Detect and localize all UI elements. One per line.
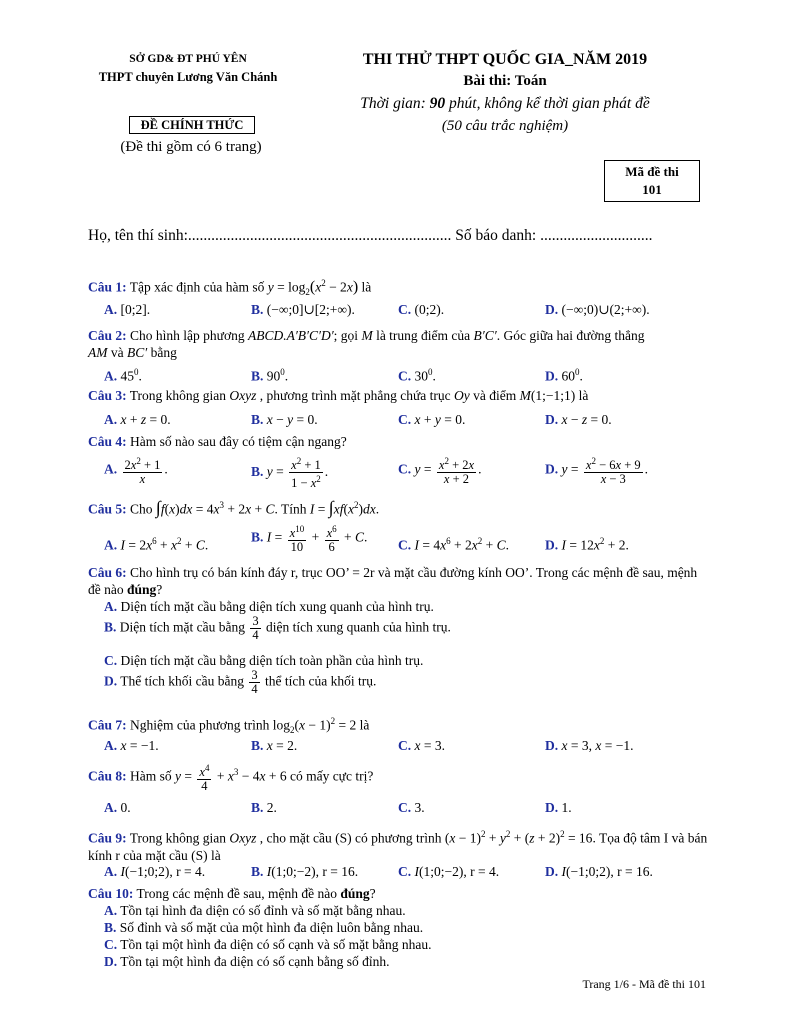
school-name: THPT chuyên Lương Văn Chánh	[98, 70, 278, 84]
q4-option-d[interactable]: D. y = $\frac{x^2 - 6x + 9}{x - 3}$ .	[545, 456, 648, 487]
q4-option-c[interactable]: C. y = $\frac{x^2 + 2x}{x + 2}$ .	[398, 456, 482, 487]
q3-option-b[interactable]: B. x − y = 0.	[251, 412, 318, 427]
q1-option-a[interactable]: A. [0;2].	[104, 302, 151, 317]
question-1: Câu 1: Tập xác định của hàm số $y = \log_2(x^2 - 2x)$ là	[88, 278, 372, 298]
q4-option-a[interactable]: A. $\frac{2x^2 + 1}{x}$ .	[104, 456, 168, 487]
question-4: Câu 4: Hàm số nào sau đây có tiệm cận ngang?	[88, 434, 347, 449]
q1-option-b[interactable]: B. (−∞;0]∪[2;+∞).	[251, 302, 355, 317]
q1-option-c[interactable]: C. (0;2).	[398, 302, 445, 317]
q7-option-d[interactable]: D. x = 3, x = −1.	[545, 738, 634, 753]
exam-code-value: 101	[642, 182, 662, 197]
department-name: SỞ GD& ĐT PHÚ YÊN	[129, 53, 247, 65]
q6-option-a[interactable]: A. Diện tích mặt cầu bằng diện tích xung quanh của hình trụ.	[104, 599, 434, 614]
q9-option-b[interactable]: B. I(1;0;−2), r = 16.	[251, 864, 359, 879]
q7-option-b[interactable]: B. x = 2.	[251, 738, 298, 753]
question-8: Câu 8: Hàm số y = $\frac{x^4}{4}$ + $x^3 - 4x + 6$ có mấy cực trị?	[88, 763, 374, 794]
q5-option-a[interactable]: A. $I = 2x^6 + x^2 + C$.	[104, 536, 209, 553]
time-limit: Thời gian: 90 phút, không kể thời gian phát đề	[360, 95, 650, 112]
q9-option-d[interactable]: D. I(−1;0;2), r = 16.	[545, 864, 653, 879]
q6-option-c[interactable]: C. Diện tích mặt cầu bằng diện tích toàn phần của hình trụ.	[104, 653, 424, 668]
question-10: Câu 10: Trong các mệnh đề sau, mệnh đề nào đúng?	[88, 886, 376, 901]
q2-option-a[interactable]: A. $45^0$.	[104, 367, 142, 384]
q6-option-d[interactable]: D. Thể tích khối cầu bằng $\frac{3}{4}$ thể tích của khối trụ.	[104, 668, 377, 696]
q10-option-c[interactable]: C. Tồn tại một hình đa diện có số cạnh và số mặt bằng nhau.	[104, 937, 432, 952]
question-2: Câu 2: Cho hình lập phương ABCD.A′B′C′D′; gọi M là trung điểm của B′C′. Góc giữa hai đường thẳng AM và BC′ bằng	[88, 328, 645, 360]
question-count: (50 câu trắc nghiệm)	[441, 118, 569, 134]
q9-option-c[interactable]: C. I(1;0;−2), r = 4.	[398, 864, 500, 879]
q8-option-a[interactable]: A. 0.	[104, 800, 131, 815]
question-9: Câu 9: Trong không gian Oxyz , cho mặt cầu (S) có phương trình $(x - 1)^2 + y^2 + (z + 2)^2 = 16$. Tọa độ tâm I và bán kính r của mặt cầu (S) là	[88, 829, 708, 863]
q8-option-d[interactable]: D. 1.	[545, 800, 572, 815]
q7-option-a[interactable]: A. x = −1.	[104, 738, 159, 753]
q2-option-c[interactable]: C. $30^0$.	[398, 367, 436, 384]
q8-option-c[interactable]: C. 3.	[398, 800, 425, 815]
q10-option-d[interactable]: D. Tồn tại một hình đa diện có số cạnh bằng số đỉnh.	[104, 954, 390, 969]
q3-option-c[interactable]: C. x + y = 0.	[398, 412, 466, 427]
question-7: Câu 7: Nghiệm của phương trình $\log_2(x - 1)^2 = 2$ là	[88, 716, 370, 736]
pages-note: (Đề thi gồm có 6 trang)	[120, 139, 262, 155]
q2-option-b[interactable]: B. $90^0$.	[251, 367, 289, 384]
official-label: ĐỀ CHÍNH THỨC	[129, 116, 255, 134]
question-5: Câu 5: Cho $\int f(x)dx = 4x^3 + 2x + C$. Tính $I = \int xf(x^2)dx$.	[88, 497, 380, 518]
q1-option-d[interactable]: D. (−∞;0)∪(2;+∞).	[545, 302, 650, 317]
candidate-info-line: Họ, tên thí sinh:.................................................................... Số báo danh: .............................	[88, 227, 653, 244]
q7-option-c[interactable]: C. x = 3.	[398, 738, 445, 753]
q9-option-a[interactable]: A. I(−1;0;2), r = 4.	[104, 864, 206, 879]
subject: Bài thi: Toán	[463, 73, 547, 89]
q8-option-b[interactable]: B. 2.	[251, 800, 277, 815]
exam-title: THI THỬ THPT QUỐC GIA_NĂM 2019	[362, 51, 648, 68]
question-6: Câu 6: Cho hình trụ có bán kính đáy r, trục OO’ = 2r và mặt cầu đường kính OO’. Trong các mệnh đề sau, mệnh đề nào đúng?	[88, 565, 698, 597]
q10-option-a[interactable]: A. Tồn tại hình đa diện có số đỉnh và số mặt bằng nhau.	[104, 903, 406, 918]
q5-option-b[interactable]: B. I = $\frac{x^{10}}{10}$ + $\frac{x^6}{6}$ + C.	[251, 524, 368, 555]
page-footer: Trang 1/6 - Mã đề thi 101	[582, 977, 706, 991]
q10-option-b[interactable]: B. Số đỉnh và số mặt của một hình đa diện luôn bằng nhau.	[104, 920, 424, 935]
q6-option-b[interactable]: B. Diện tích mặt cầu bằng $\frac{3}{4}$ diện tích xung quanh của hình trụ.	[104, 614, 451, 642]
question-3: Câu 3: Trong không gian Oxyz , phương trình mặt phẳng chứa trục Oy và điểm M(1;−1;1) là	[88, 388, 589, 403]
question-label: Câu 1:	[88, 279, 127, 295]
q3-option-d[interactable]: D. x − z = 0.	[545, 412, 612, 427]
q5-option-d[interactable]: D. $I = 12x^2 + 2$.	[545, 536, 629, 553]
exam-code-label: Mã đề thi	[625, 164, 679, 179]
exam-code-box	[604, 160, 700, 202]
q5-option-c[interactable]: C. $I = 4x^6 + 2x^2 + C$.	[398, 536, 510, 553]
q2-option-d[interactable]: D. $60^0$.	[545, 367, 583, 384]
q4-option-b[interactable]: B. y = $\frac{x^2 + 1}{1 - x^2}$ .	[251, 456, 329, 491]
q3-option-a[interactable]: A. x + z = 0.	[104, 412, 171, 427]
